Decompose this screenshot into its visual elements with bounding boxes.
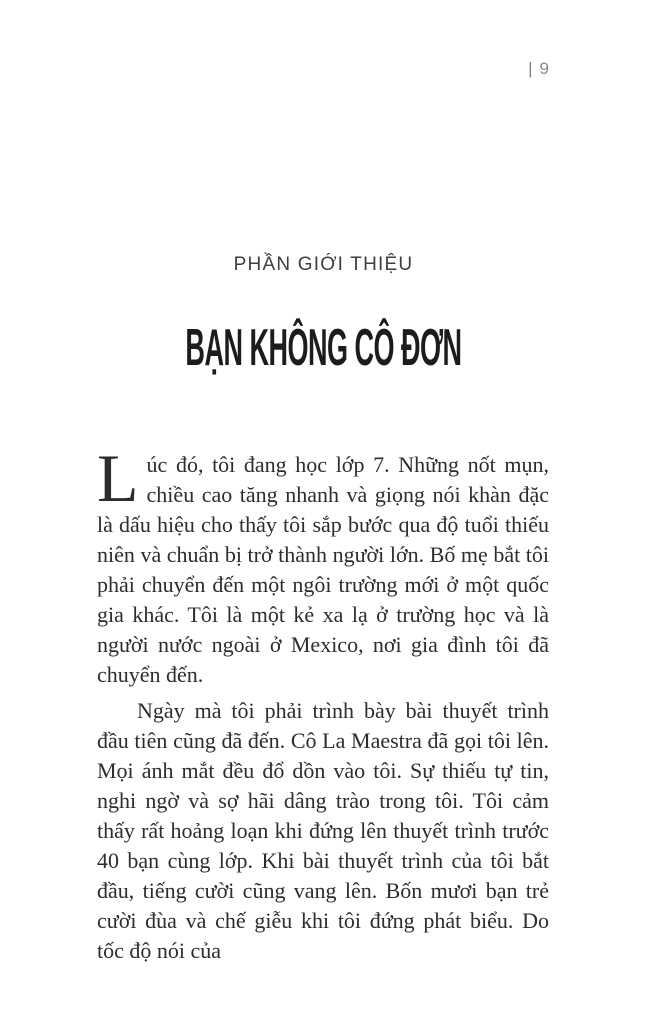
section-kicker: PHẦN GIỚI THIỆU [233,254,414,275]
paragraph-text: úc đó, tôi đang học lớp 7. Những nốt mụn, chiều cao tăng nhanh và giọng nói khàn đặc là dấu hiệu cho thấy tôi sắp bước qua độ tuổi thiếu niên và chuẩn bị trở thành người lớn. Bố mẹ bắt tôi phải chuyển đến một ngôi trường mới ở một quốc gia khác. Tôi là một kẻ xa lạ ở trường học và là người nước ngoài ở Mexico, nơi gia đình tôi đã chuyển đến. [97,452,549,687]
paragraph-text: Ngày mà tôi phải trình bày bài thuyết trình đầu tiên cũng đã đến. Cô La Maestra đã gọi tôi lên. Mọi ánh mắt đều đổ dồn vào tôi. Sự thiếu tự tin, nghi ngờ và sợ hãi dâng trào trong tôi. Tôi cảm thấy rất hoảng loạn khi đứng lên thuyết trình trước 40 bạn cùng lớp. Khi bài thuyết trình của tôi bắt đầu, tiếng cười cũng vang lên. Bốn mươi bạn trẻ cười đùa và chế giễu khi tôi đứng phát biểu. Do tốc độ nói của [97,698,549,963]
drop-cap: L [97,440,139,516]
page-number [97,58,549,80]
body-text-block [97,440,549,966]
chapter-title: BẠN KHÔNG CÔ ĐƠN [185,319,462,377]
page-number-separator: | [528,59,533,78]
body-paragraph [97,696,549,966]
page-number-value: 9 [539,59,549,78]
body-paragraph [97,440,549,690]
